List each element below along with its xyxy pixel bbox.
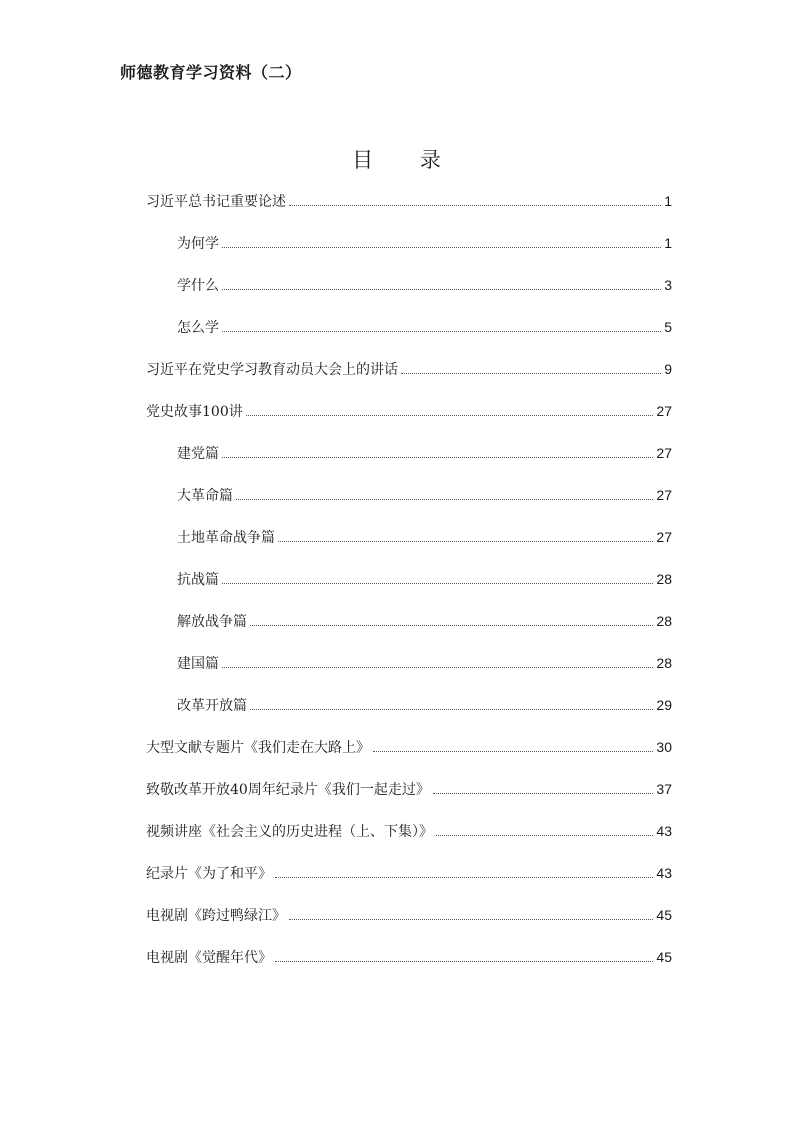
toc-entry-label: 电视剧《跨过鸭绿江》	[146, 908, 286, 924]
toc-entry[interactable]	[146, 684, 672, 726]
toc-entry-page-number: 45	[656, 949, 672, 965]
toc-entry[interactable]	[146, 936, 672, 978]
toc-entry-label: 学什么	[177, 278, 219, 294]
toc-entry-label: 解放战争篇	[177, 614, 247, 630]
toc-dot-leader	[250, 625, 653, 626]
toc-entry-label: 电视剧《觉醒年代》	[146, 950, 272, 966]
toc-entry[interactable]	[146, 726, 672, 768]
toc-entry[interactable]	[146, 516, 672, 558]
toc-dot-leader	[222, 457, 653, 458]
toc-entry-page-number: 28	[656, 613, 672, 629]
toc-entry-page-number: 3	[664, 277, 672, 293]
toc-entry-page-number: 45	[656, 907, 672, 923]
toc-entry[interactable]	[146, 264, 672, 306]
toc-dot-leader	[246, 415, 654, 416]
toc-dot-leader	[436, 835, 653, 836]
toc-entry-label: 视频讲座《社会主义的历史进程（上、下集）》	[146, 824, 433, 840]
toc-dot-leader	[222, 583, 653, 584]
toc-entry-label: 大型文献专题片《我们走在大路上》	[146, 740, 370, 756]
toc-entry-page-number: 27	[656, 445, 672, 461]
toc-entry[interactable]	[146, 348, 672, 390]
toc-entry-label: 抗战篇	[177, 572, 219, 588]
toc-entry-page-number: 43	[656, 823, 672, 839]
toc-entry-label: 土地革命战争篇	[177, 530, 275, 546]
toc-dot-leader	[250, 709, 653, 710]
toc-entry[interactable]	[146, 390, 672, 432]
toc-entry-label: 习近平在党史学习教育动员大会上的讲话	[146, 362, 398, 378]
toc-entry[interactable]	[146, 852, 672, 894]
toc-entry-label: 怎么学	[177, 320, 219, 336]
toc-entry-page-number: 28	[656, 655, 672, 671]
toc-entry[interactable]	[146, 558, 672, 600]
toc-entry[interactable]	[146, 894, 672, 936]
toc-entry[interactable]	[146, 306, 672, 348]
toc-dot-leader	[222, 289, 661, 290]
toc-entry[interactable]	[146, 600, 672, 642]
toc-dot-leader	[433, 793, 654, 794]
toc-dot-leader	[401, 373, 661, 374]
table-of-contents	[146, 180, 672, 978]
toc-entry-page-number: 1	[664, 193, 672, 209]
toc-entry-label: 纪录片《为了和平》	[146, 866, 272, 882]
toc-entry[interactable]	[146, 474, 672, 516]
toc-dot-leader	[222, 331, 661, 332]
toc-dot-leader	[222, 667, 653, 668]
toc-entry-label: 习近平总书记重要论述	[146, 194, 286, 210]
toc-entry[interactable]	[146, 432, 672, 474]
toc-dot-leader	[289, 919, 653, 920]
toc-entry[interactable]	[146, 642, 672, 684]
toc-dot-leader	[289, 205, 661, 206]
toc-dot-leader	[278, 541, 653, 542]
toc-dot-leader	[373, 751, 653, 752]
toc-entry-label: 致敬改革开放40周年纪录片《我们一起走过》	[146, 782, 430, 798]
toc-dot-leader	[236, 499, 653, 500]
toc-entry-page-number: 27	[656, 403, 672, 419]
toc-entry-label: 党史故事100讲	[146, 404, 243, 420]
toc-entry-page-number: 30	[656, 739, 672, 755]
toc-entry-label: 大革命篇	[177, 488, 233, 504]
toc-entry[interactable]	[146, 222, 672, 264]
toc-title: 目 录	[352, 148, 461, 172]
toc-entry-label: 建党篇	[177, 446, 219, 462]
toc-dot-leader	[275, 961, 653, 962]
toc-entry[interactable]	[146, 768, 672, 810]
toc-entry-label: 建国篇	[177, 656, 219, 672]
toc-entry-page-number: 29	[656, 697, 672, 713]
toc-entry-page-number: 37	[656, 781, 672, 797]
toc-entry-page-number: 27	[656, 529, 672, 545]
toc-entry-page-number: 27	[656, 487, 672, 503]
toc-entry-page-number: 1	[664, 235, 672, 251]
toc-dot-leader	[275, 877, 653, 878]
toc-entry[interactable]	[146, 180, 672, 222]
toc-entry-page-number: 5	[664, 319, 672, 335]
toc-entry-label: 改革开放篇	[177, 698, 247, 714]
toc-entry-page-number: 28	[656, 571, 672, 587]
toc-entry[interactable]	[146, 810, 672, 852]
toc-entry-page-number: 43	[656, 865, 672, 881]
toc-dot-leader	[222, 247, 661, 248]
document-header: 师德教育学习资料（二）	[120, 63, 302, 82]
toc-entry-page-number: 9	[664, 361, 672, 377]
toc-entry-label: 为何学	[177, 236, 219, 252]
